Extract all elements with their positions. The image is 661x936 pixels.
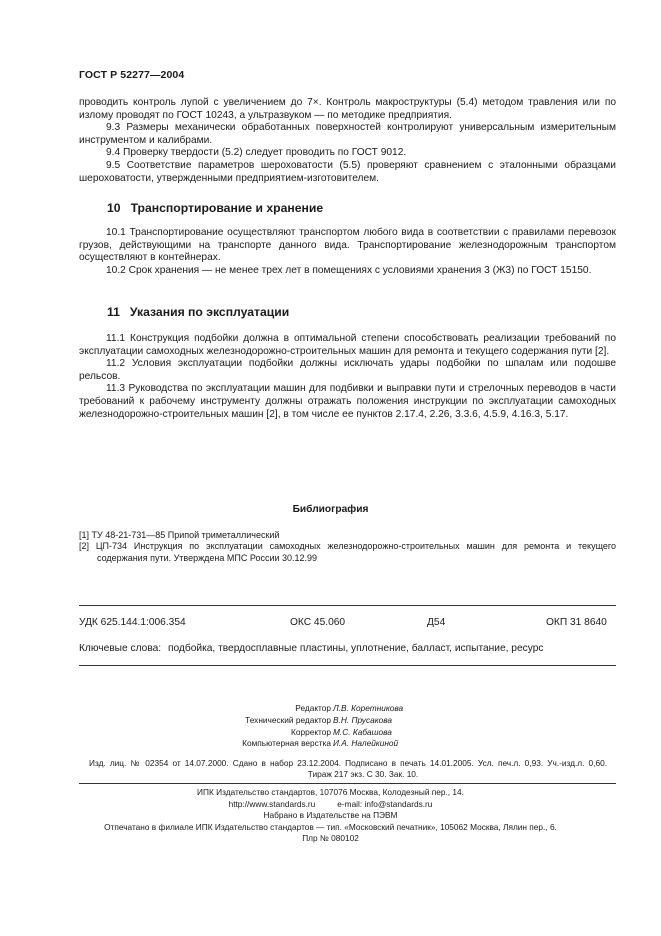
document-code-header: ГОСТ Р 52277—2004 xyxy=(79,69,185,81)
publisher-info xyxy=(0,787,661,845)
typesetting-note: Набрано в Издательстве на ПЭВМ xyxy=(263,810,398,821)
credit-row xyxy=(0,738,661,750)
okp-code: ОКП 31 8640 xyxy=(546,617,607,628)
section-11-number: 11 xyxy=(107,305,120,319)
bibliography-list xyxy=(79,530,616,564)
section-11-body xyxy=(79,333,616,421)
divider-line xyxy=(79,783,616,784)
paragraph-9-4: 9.4 Проверку твердости (5.2) следует проводить по ГОСТ 9012. xyxy=(106,147,407,159)
d-code: Д54 xyxy=(427,617,446,628)
imprint-print-run: Тираж 217 экз. С 30. Зак. 10. xyxy=(307,769,419,780)
paragraph-9-2-continued: проводить контроль лупой с увеличением до 7×. Контроль макроструктуры (5.4) методом травления или по излому проводят по ГОСТ 10243, а ультразвуком — по методике предприятия. xyxy=(79,97,616,121)
paragraph-11-1: 11.1 Конструкция подбойки должна в оптимальной степени способствовать реализации требований по эксплуатации самоходных железнодорожно-строительных машин для ремонта и текущего содержания пути [2]. xyxy=(79,333,616,357)
udk-code: УДК 625.144.1:006.354 xyxy=(79,617,186,628)
publisher-email: e-mail: info@standards.ru xyxy=(337,798,433,809)
credit-row xyxy=(0,727,661,739)
paragraph-10-2: 10.2 Срок хранения — не менее трех лет в помещениях с условиями хранения 3 (Ж3) по ГОСТ 15150. xyxy=(106,264,592,276)
printing-house: Отпечатано в филиале ИПК Издательство стандартов — тип. «Московский печатник», 105062 Москва, Лялин пер., 6. xyxy=(104,821,557,832)
divider-line xyxy=(79,605,616,606)
credit-role: Технический редактор xyxy=(245,714,331,725)
paragraph-11-3: 11.3 Руководства по эксплуатации машин для подбивки и выправки пути и стрелочных переводов в части требований к рабочему инструменту должны отражать положения инструкции по эксплуатации самоходных железнодорожно-строительных машин [2], в том числе ее пунктов 2.17.4, 2.26, 3.3.6, 4.5.9, 4.16.3, 5.17. xyxy=(79,383,616,420)
credit-person: Л.В. Коретникова xyxy=(333,703,404,713)
paragraph-9-3: 9.3 Размеры механически обработанных поверхностей контролируют универсальным измерительным инструментом и калибрами. xyxy=(79,122,616,146)
paragraph-9-5: 9.5 Соответствие параметров шероховатости (5.5) проверяют сравнением с эталонными образцами шероховатости, утвержденными предприятием-изготовителем. xyxy=(79,159,616,184)
publisher-website: http://www.standards.ru xyxy=(228,798,316,809)
imprint-license-line: Изд. лиц. № 02354 от 14.07.2000. Сдано в набор 23.12.2004. Подписано в печать 14.01.2005. Усл. печ.л. 0,93. Уч.-изд.л. 0,60. xyxy=(89,758,607,768)
credit-row xyxy=(0,703,661,715)
credit-person: В.Н. Прусакова xyxy=(333,714,392,725)
keywords-text: подбойка, твердосплавные пластины, уплотнение, балласт, испытание, ресурс xyxy=(167,643,544,654)
publisher-contacts xyxy=(0,799,661,811)
divider-line xyxy=(79,665,616,666)
section-9-continuation xyxy=(79,97,616,185)
bibliography-entry: [2] ЦП-734 Инструкция по эксплуатации самоходных железнодорожно-строительных машин для ремонта и текущего содержания пути. Утверждена МПС России 30.12.99 xyxy=(79,541,616,563)
section-10-heading xyxy=(107,201,323,215)
paragraph-11-2: 11.2 Условия эксплуатации подбойки должны исключать удары подбойки по шпалам или подошве рельсов. xyxy=(79,358,616,382)
credit-person: И.А. Налейкиной xyxy=(333,738,399,749)
section-11-heading xyxy=(107,305,289,319)
section-11-title: Указания по эксплуатации xyxy=(129,305,290,319)
section-10-body xyxy=(79,227,616,277)
publisher-address: ИПК Издательство стандартов, 107076 Москва, Колодезный пер., 14. xyxy=(197,787,464,797)
paragraph-10-1: 10.1 Транспортирование осуществляют транспортом любого вида в соответствии с правилами перевозок грузов, действующими на транспорте данного вида. Транспортирование железнодорожным транспортом осуществляют в контейнерах. xyxy=(79,227,616,264)
keywords-line xyxy=(79,643,616,654)
section-10-number: 10 xyxy=(107,201,121,215)
credit-role: Корректор xyxy=(291,726,331,737)
editorial-credits xyxy=(0,703,661,750)
keywords-label: Ключевые слова: xyxy=(79,643,162,654)
print-imprint xyxy=(89,758,607,781)
section-10-title: Транспортирование и хранение xyxy=(130,201,324,215)
bibliography-entry: [1] ТУ 48-21-731—85 Припой триметаллический xyxy=(79,530,280,540)
credit-row xyxy=(0,715,661,727)
oks-code: ОКС 45.060 xyxy=(290,617,346,628)
credit-person: М.С. Кабашова xyxy=(333,726,392,737)
credit-role: Компьютерная верстка xyxy=(242,738,331,749)
credit-role: Редактор xyxy=(295,703,331,713)
printing-license: Плр № 080102 xyxy=(302,833,359,844)
bibliography-title: Библиография xyxy=(292,504,369,515)
